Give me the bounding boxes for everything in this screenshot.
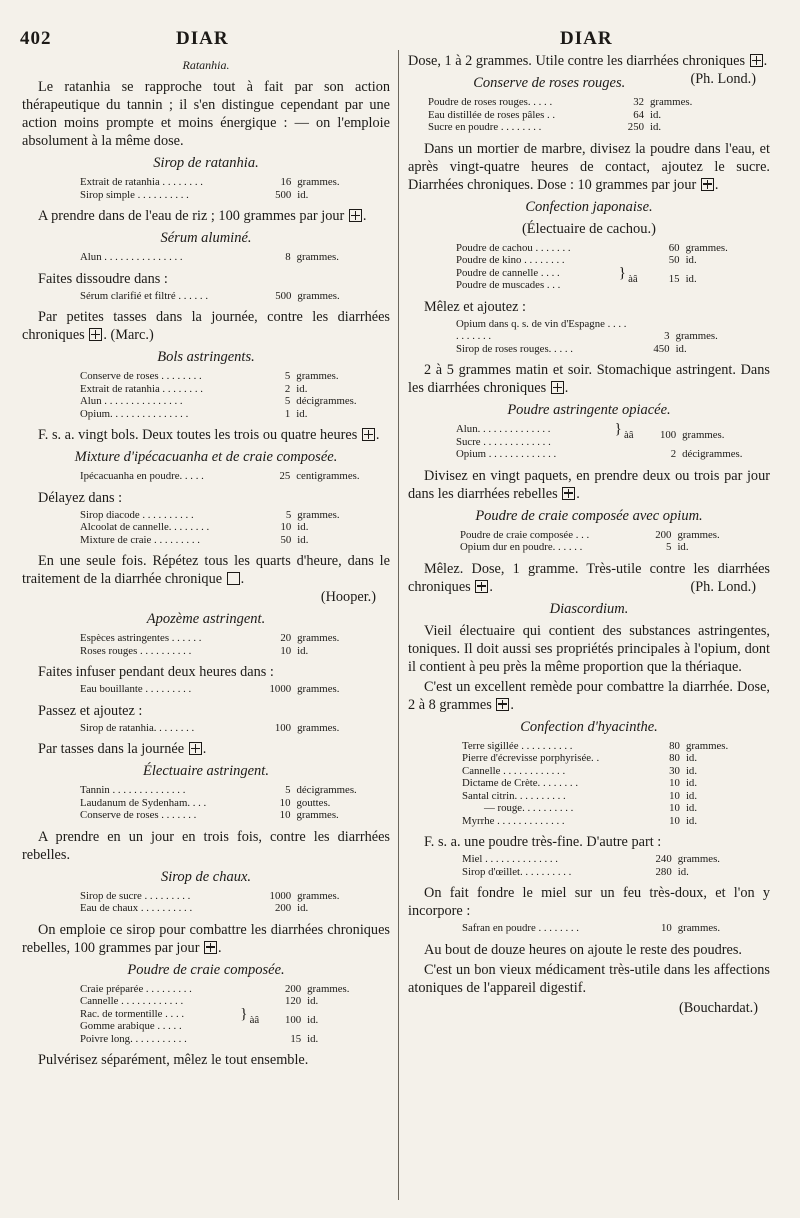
recipe-poudre-opiacee <box>456 423 770 461</box>
quantity: 1 <box>284 407 291 420</box>
paragraph: Mêlez et ajoutez : <box>424 298 527 315</box>
recipe-row <box>456 448 770 461</box>
section-title-confection-japonaise: Confection japonaise. <box>525 198 653 215</box>
recipe-row <box>80 251 390 264</box>
recipe-row <box>80 534 390 547</box>
ingredient: Conserve de roses . . . . . . . <box>80 809 197 821</box>
ingredient: Sirop de ratanhia. . . . . . . . <box>80 721 195 734</box>
recipe-confection-japonaise <box>456 242 770 292</box>
unit: grammes. <box>297 176 340 188</box>
unit: id. <box>685 764 698 777</box>
paragraph: En une seule fois. Répétez tous les quarts d'heure, dans le traitement de la diarrhée chronique . (Hooper.) <box>22 553 390 605</box>
ingredient: Sirop de sucre . . . . . . . . . <box>80 889 191 902</box>
ingredient: Ipécacuanha en poudre. . . . . <box>80 470 204 482</box>
ana: àâ <box>249 1013 260 1026</box>
ingredient: Opium . . . . . . . . . . . . . <box>456 448 557 460</box>
quantity: 80 <box>669 739 680 752</box>
unit: grammes. <box>685 241 728 254</box>
paragraph: Mêlez. Dose, 1 gramme. Très-utile contre les diarrhées chroniques . (Ph. Lond.) <box>408 560 770 595</box>
plus-box-icon <box>204 941 217 954</box>
recipe-row <box>428 109 746 122</box>
recipe-row <box>80 176 390 189</box>
recipe-apozeme-2 <box>80 683 390 696</box>
recipe-row <box>80 383 390 396</box>
plus-box-icon <box>750 54 763 67</box>
empty-box-icon <box>227 572 240 585</box>
recipe-sirop-ratanhia <box>80 176 390 201</box>
recipe-row <box>80 408 390 421</box>
unit: id. <box>297 902 309 914</box>
quantity: 5 <box>666 541 672 553</box>
quantity: 2 <box>670 448 677 460</box>
ingredient: Extrait de ratanhia . . . . . . . . <box>80 176 203 188</box>
unit: id. <box>650 108 662 121</box>
recipe-row <box>456 254 770 267</box>
ingredient: Laudanum de Sydenham. . . . <box>80 796 207 809</box>
quantity: 25 <box>279 470 291 482</box>
unit: id. <box>685 272 697 285</box>
paragraph: Vieil électuaire qui contient des substances astringentes, toniques. Il doit aussi ses propriétés principales à l'opium, dont il contient à peu près la même proportion que la thériaque. <box>408 622 770 675</box>
ingredient: Opium dur en poudre. . . . . . <box>460 541 583 553</box>
unit: id. <box>296 382 308 395</box>
ingredient: Poudre de muscades . . . <box>456 279 561 291</box>
quantity: 280 <box>655 865 672 878</box>
recipe-row <box>462 815 770 828</box>
unit: id. <box>650 121 662 133</box>
unit: centigrammes. <box>296 470 360 482</box>
attribution: (Ph. Lond.) <box>690 71 756 87</box>
ingredient: Pierre d'écrevisse porphyrisée. . <box>462 752 600 764</box>
ingredient: Alun . . . . . . . . . . . . . . . <box>80 251 183 263</box>
paragraph-text: Dans un mortier de marbre, divisez la poudre dans l'eau, et après vingt-quatre heures de contact, ajoutez le sucre. Diarrhées chroniques. Dose : 10 grammes par jour <box>408 140 770 193</box>
quantity: 450 <box>653 342 670 355</box>
unit: id. <box>677 541 689 553</box>
paragraph: F. s. a. vingt bols. Deux toutes les trois ou quatre heures . <box>38 427 380 443</box>
quantity: 100 <box>284 1013 302 1026</box>
plus-box-icon <box>701 178 714 191</box>
paragraph: Dans un mortier de marbre, divisez la poudre dans l'eau, et après vingt-quatre heures de contact, ajoutez le sucre. Diarrhées chroniques. Dose : 10 grammes par jour . <box>408 140 770 193</box>
unit: id. <box>685 802 698 814</box>
recipe-row <box>462 802 770 815</box>
brace: } <box>240 1005 248 1022</box>
unit: id. <box>677 865 689 878</box>
recipe-electuaire <box>80 784 390 822</box>
quantity: 64 <box>633 108 644 121</box>
recipe-mixture-2 <box>80 509 390 547</box>
recipe-row <box>80 1008 390 1021</box>
recipe-row <box>460 529 770 542</box>
quantity: 200 <box>655 528 672 541</box>
recipe-row <box>462 853 770 866</box>
paragraph: Au bout de douze heures on ajoute le reste des poudres. <box>424 941 743 958</box>
attribution: (Marc.) <box>110 327 154 343</box>
section-title-poudre-craie: Poudre de craie composée. <box>127 961 285 978</box>
recipe-row <box>428 121 746 134</box>
attribution: (Bouchardat.) <box>679 999 758 1016</box>
recipe-row <box>456 343 770 356</box>
section-title-ratanhia: Ratanhia. <box>182 58 230 72</box>
paragraph-text: F. s. a. vingt bols. Deux toutes les trois ou quatre heures <box>38 427 358 443</box>
recipe-poudre-craie <box>80 983 390 1046</box>
recipe-conserve <box>428 96 746 134</box>
recipe-row <box>80 290 390 303</box>
section-title-poudre-craie-opium: Poudre de craie composée avec opium. <box>475 507 703 524</box>
recipe-row <box>80 189 390 202</box>
quantity: 15 <box>290 1032 302 1045</box>
recipe-row <box>80 632 390 645</box>
quantity: 80 <box>669 752 680 764</box>
ana: àâ <box>628 272 638 285</box>
ingredient: Poudre de craie composée . . . <box>460 528 590 541</box>
ingredient: Poivre long. . . . . . . . . . . <box>80 1032 187 1045</box>
ingredient: Alun . . . . . . . . . . . . . . . <box>80 395 183 407</box>
unit: grammes. <box>677 922 721 934</box>
unit: id. <box>296 407 308 420</box>
recipe-hyacinthe <box>462 740 770 828</box>
unit: grammes. <box>296 809 339 821</box>
paragraph: F. s. a. une poudre très-fine. D'autre part : <box>424 834 662 850</box>
paragraph: On emploie ce sirop pour combattre les diarrhées chroniques rebelles, 100 grammes par jour . <box>22 921 390 956</box>
unit: grammes. <box>307 982 350 995</box>
recipe-row <box>80 683 390 696</box>
recipe-row <box>80 995 390 1008</box>
paragraph-text: Mêlez. Dose, 1 gramme. Très-utile contre les diarrhées chroniques <box>408 560 770 595</box>
ingredient: Terre sigillée . . . . . . . . . . <box>462 739 573 752</box>
quantity: 30 <box>669 764 680 777</box>
unit: grammes. <box>677 853 720 865</box>
plus-box-icon <box>496 698 509 711</box>
paragraph: A prendre dans de l'eau de riz ; 100 grammes par jour . <box>38 208 367 224</box>
paragraph-text: Divisez en vingt paquets, en prendre deux ou trois par jour dans les diarrhées rebelles <box>408 467 770 502</box>
recipe-row <box>80 1033 390 1046</box>
quantity: 100 <box>274 721 292 734</box>
recipe-row <box>462 777 770 790</box>
unit: id. <box>685 752 698 764</box>
ingredient: Sirop diacode . . . . . . . . . . <box>80 508 194 521</box>
recipe-mixture-1 <box>80 470 390 483</box>
unit: grammes. <box>677 528 720 541</box>
paragraph: On fait fondre le miel sur un feu très-doux, et l'on y incorpore : <box>408 885 770 919</box>
unit: id. <box>297 644 309 657</box>
recipe-row <box>80 797 390 810</box>
right-running-title: DIAR <box>560 28 613 49</box>
ingredient: Sucre en poudre . . . . . . . . <box>428 121 542 133</box>
recipe-row <box>80 645 390 658</box>
quantity: 250 <box>627 121 644 133</box>
recipe-poudre-craie-opium <box>460 529 770 554</box>
unit: gouttes. <box>296 796 331 809</box>
recipe-row <box>80 521 390 534</box>
recipe-row <box>462 765 770 778</box>
quantity: 5 <box>284 395 291 407</box>
paragraph: A prendre en un jour en trois fois, contre les diarrhées rebelles. <box>22 828 390 863</box>
unit: id. <box>297 533 309 546</box>
paragraph: C'est un bon vieux médicament très-utile dans les affections atoniques de l'appareil digestif. <box>408 961 770 996</box>
ingredient: Safran en poudre . . . . . . . . <box>462 922 579 934</box>
brace: } <box>618 264 626 281</box>
plus-box-icon <box>349 209 362 222</box>
quantity: 15 <box>668 272 680 285</box>
paragraph-text: A prendre dans de l'eau de riz ; 100 grammes par jour <box>38 208 345 224</box>
quantity: 60 <box>668 241 680 254</box>
recipe-apozeme-3 <box>80 722 390 735</box>
quantity: 5 <box>284 370 291 382</box>
unit: grammes. <box>685 739 729 752</box>
paragraph: Par petites tasses dans la journée, contre les diarrhées chroniques . (Marc.) <box>22 309 390 343</box>
unit: id. <box>307 995 319 1007</box>
recipe-serum-1 <box>80 251 390 264</box>
paragraph-text: C'est un excellent remède pour combattre la diarrhée. Dose, 2 à 8 grammes <box>408 678 770 713</box>
recipe-apozeme-1 <box>80 632 390 657</box>
quantity: 10 <box>279 796 291 809</box>
ingredient: Opium. . . . . . . . . . . . . . . <box>80 407 189 420</box>
plus-box-icon <box>362 428 375 441</box>
ingredient: Cannelle . . . . . . . . . . . . <box>80 995 184 1007</box>
paragraph: C'est un excellent remède pour combattre la diarrhée. Dose, 2 à 8 grammes . <box>408 678 770 713</box>
ingredient: Santal citrin. . . . . . . . . . <box>462 789 566 802</box>
unit: grammes. <box>650 96 693 108</box>
ingredient: Extrait de ratanhia . . . . . . . . <box>80 382 203 395</box>
ingredient: Miel . . . . . . . . . . . . . . <box>462 853 558 865</box>
recipe-row <box>462 866 770 879</box>
recipe-row <box>456 318 770 343</box>
unit: id. <box>307 1032 319 1045</box>
recipe-row <box>80 470 390 483</box>
ingredient: Opium dans q. s. de vin d'Espagne . . . . . . . . . . . <box>456 317 627 342</box>
recipe-row <box>80 784 390 797</box>
quantity: 50 <box>280 533 292 546</box>
quantity: 20 <box>280 632 292 644</box>
ingredient: Gomme arabique . . . . . <box>80 1020 182 1032</box>
unit: grammes. <box>297 632 340 644</box>
quantity: 8 <box>285 251 291 263</box>
paragraph: Dose, 1 à 2 grammes. Utile contre les diarrhées chroniques . (Ph. Lond.) <box>408 52 770 70</box>
quantity: 3 <box>664 330 670 342</box>
quantity: 240 <box>655 853 672 865</box>
ingredient: Poudre de roses rouges. . . . . <box>428 96 553 108</box>
ingredient: Craie préparée . . . . . . . . . <box>80 982 192 995</box>
quantity: 200 <box>274 902 292 914</box>
paragraph: Passez et ajoutez : <box>38 702 143 719</box>
ingredient: Eau distillée de roses pâles . . <box>428 108 556 121</box>
paragraph-text: Dose, 1 à 2 grammes. Utile contre les diarrhées chroniques <box>408 53 746 69</box>
right-column <box>408 52 770 1019</box>
recipe-row <box>462 922 770 935</box>
recipe-hyacinthe-2 <box>462 853 770 878</box>
paragraph: Faites dissoudre dans : <box>38 270 168 287</box>
paragraph: Délayez dans : <box>38 489 123 506</box>
ana: àâ <box>624 429 634 442</box>
running-head <box>0 28 800 54</box>
section-title-electuaire: Électuaire astringent. <box>143 763 269 779</box>
unit: grammes. <box>682 429 725 442</box>
unit: grammes. <box>297 508 340 521</box>
brace: } <box>614 421 622 437</box>
page-number: 402 <box>20 28 52 49</box>
ingredient: Poudre de cannelle . . . . <box>456 266 560 279</box>
paragraph: Par tasses dans la journée . <box>38 741 207 757</box>
unit: grammes. <box>296 251 339 263</box>
plus-box-icon <box>89 328 102 341</box>
ingredient: Poudre de cachou . . . . . . . <box>456 241 571 254</box>
recipe-row <box>80 809 390 822</box>
attribution: (Ph. Lond.) <box>690 578 756 595</box>
recipe-row <box>80 370 390 383</box>
paragraph-text: En une seule fois. Répétez tous les quarts d'heure, dans le traitement de la diarrhée chronique <box>22 553 390 587</box>
paragraph: Faites infuser pendant deux heures dans : <box>38 664 274 680</box>
quantity: 5 <box>285 784 291 796</box>
section-title-conserve: Conserve de roses rouges. <box>473 75 626 91</box>
ingredient: Rac. de tormentille . . . . <box>80 1007 185 1020</box>
recipe-row <box>456 242 770 255</box>
ingredient: Eau bouillante . . . . . . . . . <box>80 683 192 695</box>
recipe-row <box>462 740 770 753</box>
recipe-sirop-chaux <box>80 890 390 915</box>
quantity: 10 <box>279 809 291 821</box>
quantity: 120 <box>284 995 302 1007</box>
unit: id. <box>685 254 697 266</box>
unit: décigrammes. <box>682 448 743 460</box>
paragraph-text: Par tasses dans la journée <box>38 741 185 757</box>
paragraph-text: On emploie ce sirop pour combattre les diarrhées chroniques rebelles, 100 grammes par jour <box>22 921 390 956</box>
recipe-row <box>462 752 770 765</box>
quantity: 10 <box>669 814 680 827</box>
plus-box-icon <box>562 487 575 500</box>
plus-box-icon <box>551 381 564 394</box>
unit: id. <box>675 342 687 355</box>
recipe-confection-japonaise-2 <box>456 318 770 356</box>
left-column <box>22 52 390 1071</box>
unit: décigrammes. <box>296 395 357 407</box>
recipe-row <box>460 541 770 554</box>
quantity: 200 <box>284 982 302 995</box>
recipe-row <box>80 722 390 735</box>
recipe-row <box>80 983 390 996</box>
unit: id. <box>297 521 309 533</box>
ingredient: Sirop simple . . . . . . . . . . <box>80 188 189 201</box>
section-title-sirop-chaux: Sirop de chaux. <box>160 868 252 885</box>
ingredient: Sucre . . . . . . . . . . . . . <box>456 435 551 448</box>
section-title-bols: Bols astringents. <box>157 349 255 365</box>
quantity: 50 <box>668 254 680 266</box>
unit: grammes. <box>296 370 339 382</box>
quantity: 100 <box>659 429 677 442</box>
recipe-row <box>456 423 770 436</box>
recipe-row <box>456 267 770 280</box>
quantity: 10 <box>669 789 680 802</box>
recipe-row <box>428 96 746 109</box>
section-title-mixture: Mixture d'ipécacuanha et de craie composée. <box>74 449 338 465</box>
ingredient: Sirop de roses rouges. . . . . <box>456 342 573 355</box>
unit: id. <box>685 789 698 802</box>
section-title-diascordium: Diascordium. <box>549 600 629 617</box>
attribution: (Hooper.) <box>320 589 376 605</box>
quantity: 500 <box>275 188 292 201</box>
quantity: 1000 <box>269 889 292 902</box>
quantity: 5 <box>285 508 292 521</box>
quantity: 16 <box>280 176 292 188</box>
recipe-bols <box>80 370 390 420</box>
unit: id. <box>685 777 698 789</box>
unit: id. <box>685 814 698 827</box>
unit: grammes. <box>297 683 340 695</box>
recipe-row <box>80 509 390 522</box>
plus-box-icon <box>475 580 488 593</box>
recipe-row <box>80 890 390 903</box>
recipe-serum-2 <box>80 290 390 303</box>
unit: grammes. <box>297 721 340 734</box>
recipe-hyacinthe-3 <box>462 922 770 935</box>
plus-box-icon <box>189 742 202 755</box>
unit: grammes. <box>297 289 340 302</box>
recipe-row <box>80 395 390 408</box>
quantity: 10 <box>280 644 292 657</box>
quantity: 10 <box>669 777 680 789</box>
unit: id. <box>307 1013 319 1026</box>
unit: id. <box>297 188 309 201</box>
section-subtitle: (Électuaire de cachou.) <box>521 220 657 237</box>
recipe-row <box>80 902 390 915</box>
left-running-title: DIAR <box>176 28 229 49</box>
paragraph-text: 2 à 5 grammes matin et soir. Stomachique astringent. Dans les diarrhées chroniques <box>408 362 770 396</box>
recipe-row <box>462 790 770 803</box>
section-title-sirop-ratanhia: Sirop de ratanhia. <box>153 155 259 171</box>
ingredient: Dictame de Crète. . . . . . . . <box>462 777 579 789</box>
ingredient: Cannelle . . . . . . . . . . . . <box>462 764 566 777</box>
ingredient: Alun. . . . . . . . . . . . . . <box>456 423 551 435</box>
section-title-serum: Sérum aluminé. <box>160 230 252 246</box>
unit: grammes. <box>675 330 718 342</box>
quantity: 2 <box>284 382 291 395</box>
ingredient: Alcoolat de cannelle. . . . . . . . <box>80 521 210 533</box>
quantity: 10 <box>660 922 672 934</box>
section-title-hyacinthe: Confection d'hyacinthe. <box>520 718 658 735</box>
quantity: 10 <box>669 802 680 814</box>
quantity: 1000 <box>269 683 292 695</box>
unit: décigrammes. <box>296 784 357 796</box>
column-divider <box>398 50 399 1200</box>
ingredient: Roses rouges . . . . . . . . . . <box>80 644 192 657</box>
ingredient: Espèces astringentes . . . . . . <box>80 632 202 644</box>
unit: grammes. <box>297 889 340 902</box>
ingredient: Poudre de kino . . . . . . . . <box>456 254 565 266</box>
ingredient: — rouge. . . . . . . . . . <box>484 802 574 814</box>
section-title-poudre-opiacee: Poudre astringente opiacée. <box>507 402 671 418</box>
quantity: 500 <box>275 289 292 302</box>
paragraph: Pulvérisez séparément, mêlez le tout ensemble. <box>38 1052 309 1068</box>
ingredient: Sérum clarifié et filtré . . . . . . <box>80 289 209 302</box>
ingredient: Myrrhe . . . . . . . . . . . . . <box>462 814 565 827</box>
paragraph: 2 à 5 grammes matin et soir. Stomachique astringent. Dans les diarrhées chroniques . <box>408 362 770 396</box>
ratanhia-intro: Le ratanhia se rapproche tout à fait par son action thérapeutique du tannin ; il s'en distingue cependant par une action moins prompte et moins énergique : — on l'emploie absolument à la même dose. <box>22 79 390 149</box>
ingredient: Tannin . . . . . . . . . . . . . . <box>80 784 186 796</box>
quantity: 10 <box>280 521 292 533</box>
ingredient: Eau de chaux . . . . . . . . . . <box>80 902 193 914</box>
paragraph-text: Par petites tasses dans la journée, contre les diarrhées chroniques <box>22 309 390 343</box>
ingredient: Sirop d'œillet. . . . . . . . . . <box>462 865 572 878</box>
ingredient: Mixture de craie . . . . . . . . . <box>80 533 200 546</box>
quantity: 32 <box>633 96 644 108</box>
ingredient: Conserve de roses . . . . . . . . <box>80 370 202 382</box>
paragraph: Divisez en vingt paquets, en prendre deux ou trois par jour dans les diarrhées rebelles . <box>408 467 770 502</box>
section-title-apozeme: Apozème astringent. <box>146 611 266 627</box>
